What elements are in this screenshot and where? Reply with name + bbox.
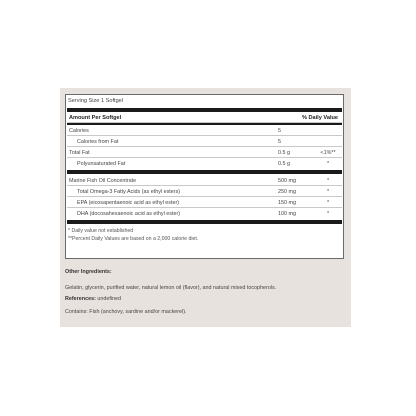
nutrient-row xyxy=(67,197,342,208)
nutrient-row xyxy=(67,136,342,147)
nutrient-row xyxy=(67,186,342,197)
nutrient-row xyxy=(67,125,342,136)
nutrient-amount: 0.5 g xyxy=(278,161,290,167)
nutrient-name: Calories xyxy=(69,128,89,134)
header-daily-value: % Daily Value xyxy=(301,115,339,121)
allergen-contains: Contains: Fish (anchovy, sardine and/or mackerel). xyxy=(65,309,187,315)
nutrient-row xyxy=(67,208,342,219)
divider-thick xyxy=(67,170,342,174)
nutrient-amount: 100 mg xyxy=(278,211,296,217)
references-line xyxy=(65,296,121,302)
nutrient-dv: <1%** xyxy=(320,150,336,156)
nutrient-name: Polyunsaturated Fat xyxy=(77,161,126,167)
nutrient-name: Marine Fish Oil Concentrate xyxy=(69,178,137,184)
header-row xyxy=(67,112,342,123)
header-amount: Amount Per Softgel xyxy=(69,115,122,121)
nutrient-dv: * xyxy=(326,161,330,167)
nutrient-amount: 250 mg xyxy=(278,189,296,195)
nutrient-dv: * xyxy=(326,178,330,184)
nutrient-name: DHA (docosahexaenoic acid as ethyl ester) xyxy=(77,211,181,217)
references-label: References: xyxy=(65,296,96,302)
footnote: * Daily value not established xyxy=(68,228,134,234)
nutrient-amount: 5 xyxy=(278,128,281,134)
other-ingredients-heading: Other Ingredients: xyxy=(65,269,112,275)
serving-size: Serving Size 1 Softgel xyxy=(68,98,124,104)
nutrient-row xyxy=(67,175,342,186)
nutrient-amount: 5 xyxy=(278,139,281,145)
nutrient-amount: 150 mg xyxy=(278,200,296,206)
references-value: undefined xyxy=(97,296,122,302)
supplement-facts-label xyxy=(65,94,344,259)
nutrient-amount: 500 mg xyxy=(278,178,296,184)
nutrient-dv: * xyxy=(326,211,330,217)
nutrient-row xyxy=(67,158,342,169)
nutrient-dv: * xyxy=(326,200,330,206)
nutrient-dv: * xyxy=(326,189,330,195)
nutrient-amount: 0.5 g xyxy=(278,150,290,156)
divider-thick xyxy=(67,220,342,224)
nutrient-name: EPA (eicosapentaenoic acid as ethyl ester) xyxy=(77,200,180,206)
nutrient-name: Total Fat xyxy=(69,150,90,156)
nutrient-row xyxy=(67,147,342,158)
nutrient-name: Calories from Fat xyxy=(77,139,119,145)
nutrient-name: Total Omega-3 Fatty Acids (as ethyl esters) xyxy=(77,189,181,195)
supplement-facts-panel xyxy=(60,88,351,327)
other-ingredients-text: Gelatin, glycerin, purified water, natural lemon oil (flavor), and natural mixed tocopherols. xyxy=(65,285,277,291)
footnote: **Percent Daily Values are based on a 2,000 calorie diet. xyxy=(68,236,199,242)
